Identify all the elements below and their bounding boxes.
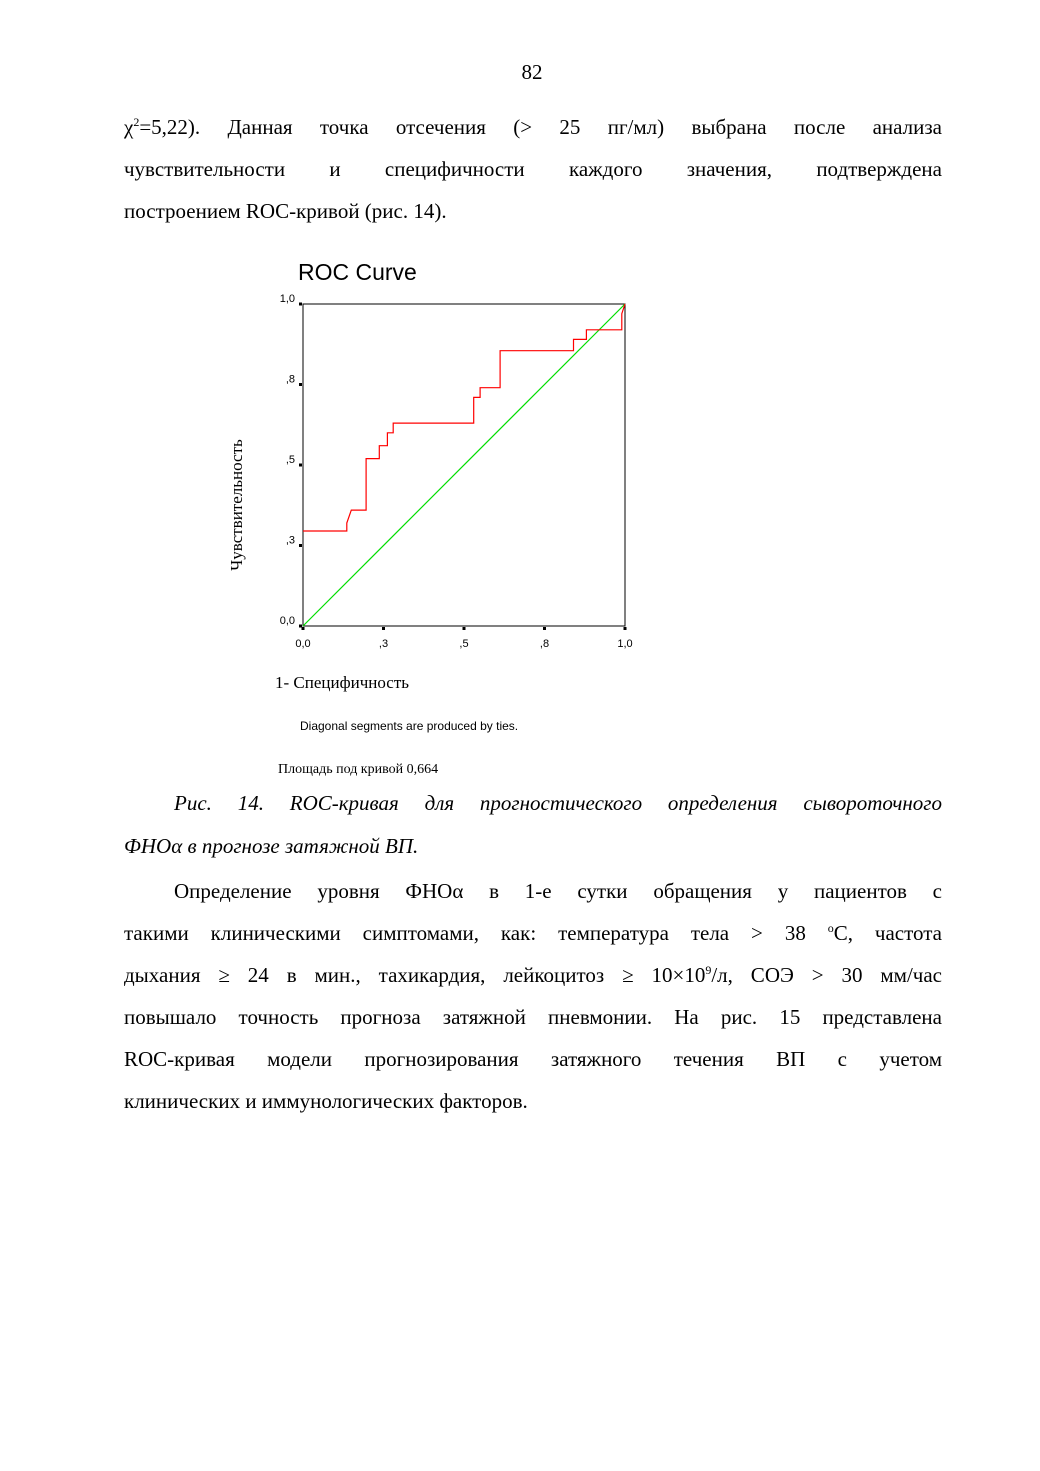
x-tick-mark xyxy=(302,627,305,630)
superscript: о xyxy=(827,921,834,935)
x-axis xyxy=(295,627,632,650)
x-tick-label: ,5 xyxy=(459,638,469,650)
x-tick-label: ,8 xyxy=(539,638,550,650)
line-text: такими клиническими симптомами, как: температура тела > 38 xyxy=(124,921,828,945)
superscript: 9 xyxy=(705,963,712,977)
y-tick-mark xyxy=(299,383,302,386)
x-tick-label: 1,0 xyxy=(617,638,633,650)
paragraph-line: построением ROC-кривой (рис. 14). xyxy=(124,199,447,223)
y-tick-label: ,3 xyxy=(285,534,295,547)
y-axis-label: Чувствительность xyxy=(227,439,246,571)
x-tick-mark xyxy=(463,627,466,630)
superscript: 2 xyxy=(133,115,140,129)
x-tick-label: 0,0 xyxy=(295,638,311,650)
chart-annotation: Diagonal segments are produced by ties. xyxy=(300,719,519,733)
paragraph-intro xyxy=(124,106,942,232)
line-text: =5,22). Данная точка отсечения (> 25 пг/мл) выбрана после анализа xyxy=(139,115,942,139)
paragraph-line xyxy=(124,106,942,148)
line-text: /л, СОЭ > 30 мм/час xyxy=(711,963,942,987)
paragraph-line: клинических и иммунологических факторов. xyxy=(124,1089,528,1113)
chi-symbol: χ xyxy=(124,115,134,139)
roc-chart xyxy=(220,250,660,740)
paragraph-line: чувствительности и специфичности каждого значения, подтверждена xyxy=(124,157,942,181)
paragraph-main xyxy=(124,870,942,1122)
page-number: 82 xyxy=(521,60,543,84)
x-axis-label: 1- Специфичность xyxy=(275,673,409,692)
figure-caption xyxy=(124,782,942,868)
caption-line: ФНОα в прогнозе затяжной ВП. xyxy=(124,834,419,858)
y-tick-label: ,8 xyxy=(285,373,295,386)
x-tick-mark xyxy=(543,627,546,630)
reference-diagonal-line xyxy=(303,304,625,626)
paragraph-line: повышало точность прогноза затяжной пневмонии. На рис. 15 представлена xyxy=(124,1005,942,1029)
x-tick-label: ,3 xyxy=(378,638,389,650)
y-tick-label: 0,0 xyxy=(279,615,295,627)
y-tick-mark xyxy=(299,464,302,467)
x-tick-mark xyxy=(624,627,627,630)
paragraph-line: Определение уровня ФНОα в 1-е сутки обращения у пациентов с xyxy=(174,879,942,903)
paragraph-line xyxy=(124,954,942,996)
y-tick-label: 1,0 xyxy=(279,293,295,305)
paragraph-line: ROC-кривая модели прогнозирования затяжного течения ВП с учетом xyxy=(124,1047,942,1071)
y-tick-mark xyxy=(299,303,302,306)
roc-curve-line xyxy=(303,304,625,531)
caption-line: Рис. 14. ROC-кривая для прогностического определения сывороточного xyxy=(174,791,942,815)
paragraph-line xyxy=(124,912,942,954)
series-layer xyxy=(303,304,625,626)
y-tick-label: ,5 xyxy=(285,454,295,466)
x-tick-mark xyxy=(382,627,385,630)
line-text: дыхания ≥ 24 в мин., тахикардия, лейкоцитоз ≥ 10×10 xyxy=(124,963,706,987)
y-axis xyxy=(280,293,302,628)
area-under-curve-note: Площадь под кривой 0,664 xyxy=(278,762,439,777)
line-text: С, частота xyxy=(833,921,943,945)
y-tick-mark xyxy=(299,544,302,547)
chart-title: ROC Curve xyxy=(298,259,417,285)
